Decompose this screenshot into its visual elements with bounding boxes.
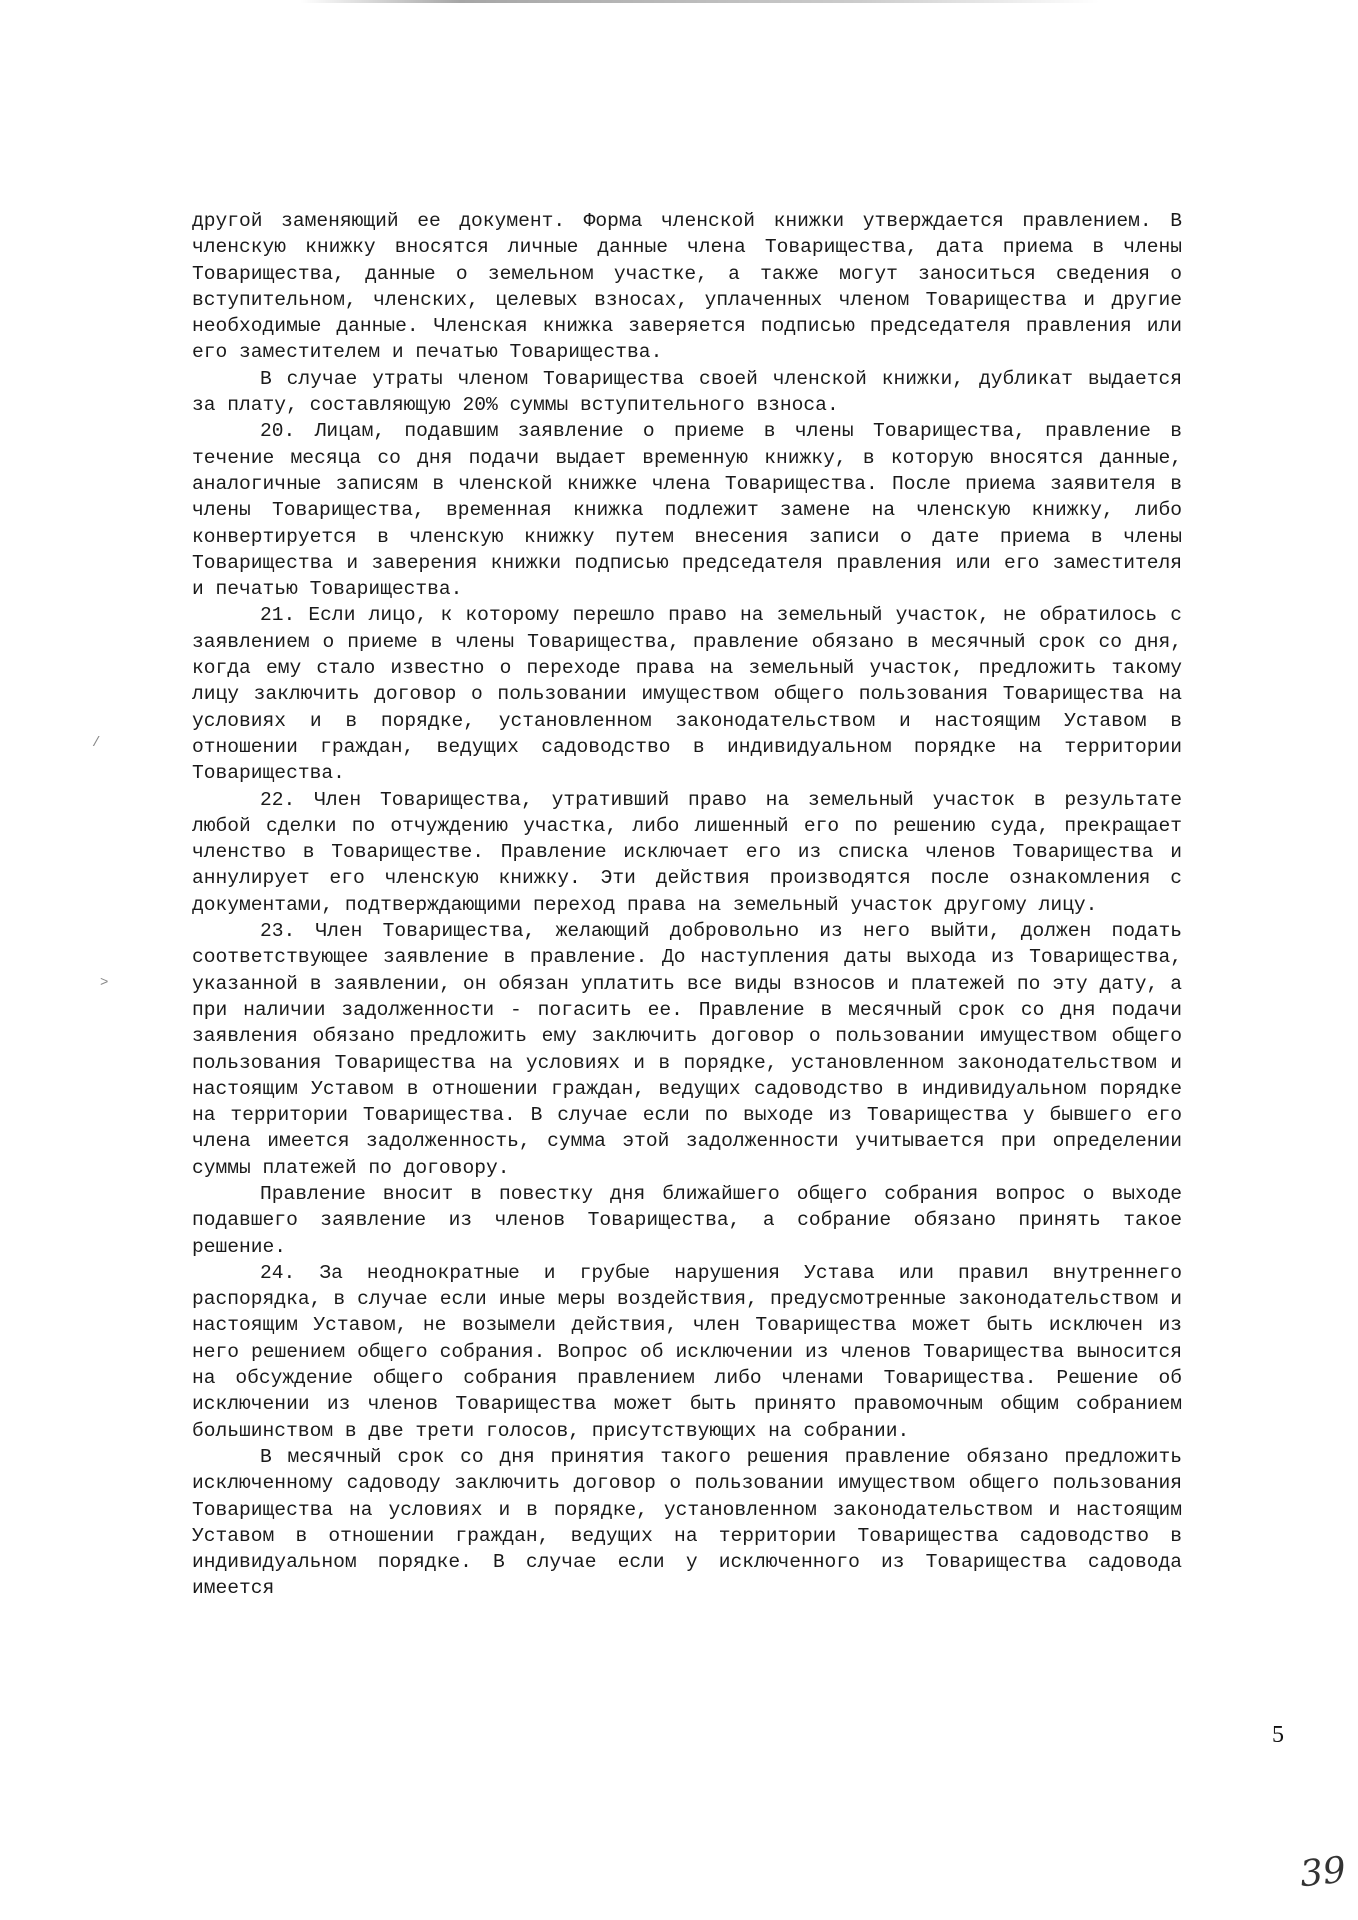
paragraph-continuation: другой заменяющий ее документ. Форма членской книжки утверждается правлением. В членскую книжку вносятся личные данные члена Товарищества, дата приема в члены Товарищества, данные о земельном участке, а также могут заноситься сведения о вступительном, членских, целевых взносах, уплаченных членом Товарищества и другие необходимые данные. Членская книжка заверяется подписью председателя правления или его заместителем и печатью Товарищества. xyxy=(192,210,1182,364)
paragraph-22: 22. Член Товарищества, утративший право на земельный участок в результате любой сделки по отчуждению участка, либо лишенный его по решению суда, прекращает членство в Товариществе. Правление исключает его из списка членов Товарищества и аннулирует его членскую книжку. Эти действия производятся после ознакомления с документами, подтверждающими переход права на земельный участок другому лицу. xyxy=(192,788,1182,916)
paragraph-20: 20. Лицам, подавшим заявление о приеме в члены Товарищества, правление в течение месяца со дня подачи выдает временную книжку, в которую вносятся данные, аналогичные записям в членской книжке члена Товарищества. После приема заявителя в члены Товарищества, временная книжка подлежит замене на членскую книжку, либо конвертируется в членскую книжку путем внесения записи о дате приема в члены Товарищества и заверения книжки подписью председателя правления или его заместителя и печатью Товарищества. xyxy=(192,420,1182,601)
scan-edge xyxy=(300,0,1100,3)
paragraph-24: 24. За неоднократные и грубые нарушения Устава или правил внутреннего распорядка, в случае если иные меры воздействия, предусмотренные законодательством и настоящим Уставом, не возымели действия, член Товарищества может быть исключен из него решением общего собрания. Вопрос об исключении из членов Товарищества выносится на обсуждение общего собрания правлением либо членами Товарищества. Решение об исключении из членов Товарищества может быть принято правомочным общим собранием большинством в две трети голосов, присутствующих на собрании. xyxy=(192,1261,1182,1442)
paragraph-21: 21. Если лицо, к которому перешло право на земельный участок, не обратилось с заявлением о приеме в члены Товарищества, правление обязано в месячный срок со дня, когда ему стало известно о переходе права на земельный участок, предложить такому лицу заключить договор о пользовании имуществом общего пользования Товарищества на условиях и в порядке, установленном законодательством и настоящим Уставом в отношении граждан, ведущих садоводство в индивидуальном порядке на территории Товарищества. xyxy=(192,604,1182,785)
paragraph-24-contract: В месячный срок со дня принятия такого решения правление обязано предложить исключенному садоводу заключить договор о пользовании имуществом общего пользования Товарищества на условиях и в порядке, установленном законодательством и настоящим Уставом в отношении граждан, ведущих на территории Товарищества садоводство в индивидуальном порядке. В случае если у исключенного из Товарищества садовода имеется xyxy=(192,1445,1182,1600)
margin-mark: > xyxy=(100,975,109,991)
document-body xyxy=(192,208,1182,1602)
margin-mark: / xyxy=(92,735,101,751)
paragraph-23: 23. Член Товарищества, желающий добровольно из него выйти, должен подать соответствующее заявление в правление. До наступления даты выхода из Товарищества, указанной в заявлении, он обязан уплатить все виды взносов и платежей по эту дату, а при наличии задолженности - погасить ее. Правление в месячный срок со дня подачи заявления обязано предложить ему заключить договор о пользовании имуществом общего пользования Товарищества на условиях и в порядке, установленном законодательством и настоящим Уставом в отношении граждан, ведущих садоводство в индивидуальном порядке на территории Товарищества. В случае если по выходе из Товарищества у бывшего его члена имеется задолженность, сумма этой задолженности учитывается при определении суммы платежей по договору. xyxy=(192,920,1182,1179)
page-number: 5 xyxy=(1272,1722,1284,1748)
paragraph-duplicate-book: В случае утраты членом Товарищества своей членской книжки, дубликат выдается за плату, составляющую 20% суммы вступительного взноса. xyxy=(192,367,1182,417)
paragraph-23-agenda: Правление вносит в повестку дня ближайшего общего собрания вопрос о выходе подавшего заявление из членов Товарищества, а собрание обязано принять такое решение. xyxy=(192,1182,1182,1258)
handwritten-page-number: 39 xyxy=(1297,1849,1348,1896)
